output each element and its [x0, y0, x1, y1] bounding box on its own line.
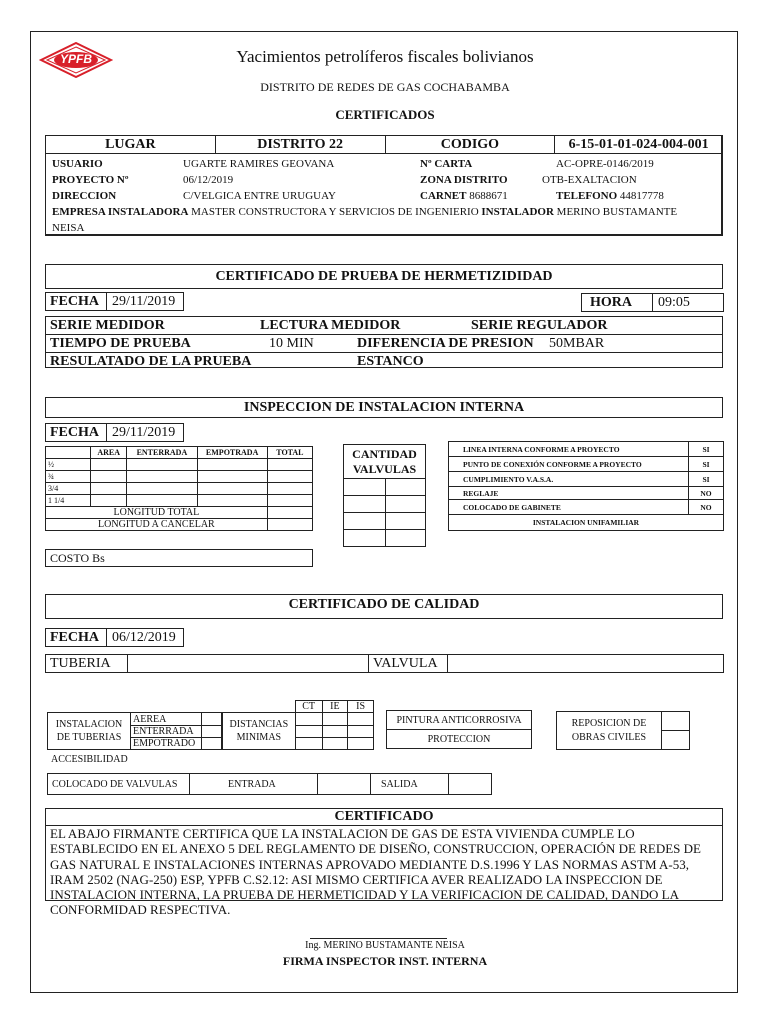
enterrada-label: ENTERRADA: [131, 726, 202, 738]
herm-fecha-label: FECHA: [50, 294, 99, 309]
info-header-table: [45, 135, 723, 154]
check-label: CUMPLIMIENTO V.A.S.A.: [449, 472, 689, 487]
insp-fecha-value: 29/11/2019: [112, 425, 176, 440]
check-label: PUNTO DE CONEXIÓN CONFORME A PROYECTO: [449, 457, 689, 472]
proyecto-label: PROYECTO Nº: [52, 174, 129, 186]
salida-label: SALIDA: [371, 774, 449, 795]
telefono-label: TELEFONO: [556, 190, 618, 202]
serie-medidor: SERIE MEDIDOR: [50, 318, 165, 333]
pipe-table: [45, 446, 313, 531]
diferencia-label: DIFERENCIA DE PRESION: [357, 336, 534, 351]
tiempo-label: TIEMPO DE PRUEBA: [50, 336, 191, 351]
pipe-header: ENTERRADA: [127, 447, 197, 459]
colocado-valvulas-table: [47, 773, 492, 795]
pipe-header: EMPOTRADA: [197, 447, 267, 459]
carta-value: AC-OPRE-0146/2019: [556, 158, 654, 170]
herm-fecha-value: 29/11/2019: [112, 294, 176, 309]
direccion-value: C/VELGICA ENTRE URUGUAY: [183, 190, 336, 202]
diferencia-value: 50MBAR: [549, 336, 605, 351]
inspeccion-title: INSPECCION DE INSTALACION INTERNA: [45, 397, 723, 418]
ct-label: CT: [295, 701, 322, 713]
instalacion-table: [47, 712, 222, 750]
valvulas-label: VALVULAS: [352, 461, 417, 476]
proyecto-value: 06/12/2019: [183, 174, 234, 186]
accesibilidad-label: ACCESIBILIDAD: [51, 754, 128, 765]
certificado-title: CERTIFICADO: [46, 809, 722, 826]
telefono-value: 44817778: [619, 190, 664, 202]
check-value: SI: [689, 457, 724, 472]
cal-fecha-box: [45, 628, 184, 647]
empresa-label: EMPRESA INSTALADORA: [52, 206, 189, 218]
tuberia-valvula-row: [45, 654, 724, 673]
lectura-medidor: LECTURA MEDIDOR: [260, 318, 401, 333]
ie-label: IE: [322, 701, 348, 713]
empresa-value: MASTER CONSTRUCTORA Y SERVICIOS DE INGENIERIO: [191, 206, 479, 218]
reposicion-table: [556, 711, 690, 750]
certificate-page: [30, 31, 738, 993]
entrada-label: ENTRADA: [190, 774, 318, 795]
serie-regulador: SERIE REGULADOR: [471, 318, 608, 333]
pipe-header: TOTAL: [267, 447, 312, 459]
info-box: [45, 135, 723, 236]
district-name: DISTRITO DE REDES DE GAS COCHABAMBA: [260, 80, 510, 94]
check-value: NO: [689, 500, 724, 515]
cal-fecha-label: FECHA: [50, 630, 99, 645]
codigo-label: CODIGO: [385, 136, 555, 154]
pipe-header: AREA: [91, 447, 127, 459]
instalacion-tuberias-label: INSTALACION DE TUBERIAS: [48, 713, 131, 750]
valvula-label: VALVULA: [369, 655, 448, 673]
pipe-size: 1 1/4: [46, 495, 91, 507]
instalador-value: MERINO BUSTAMANTE: [556, 206, 678, 218]
herm-hora-value: 09:05: [658, 295, 690, 310]
direccion-label: DIRECCION: [52, 190, 117, 202]
signature-line: [310, 938, 447, 939]
signer-name: Ing. MERINO BUSTAMANTE NEISA: [305, 940, 465, 951]
pipe-size: 3/4: [46, 483, 91, 495]
zona-label: ZONA DISTRITO: [420, 174, 508, 186]
colocado-valvulas-label: COLOCADO DE VALVULAS: [48, 774, 190, 795]
usuario-label: USUARIO: [52, 158, 103, 170]
checks-table: [448, 441, 724, 531]
lugar-label: LUGAR: [46, 136, 216, 154]
carta-label: Nº CARTA: [420, 158, 473, 170]
carnet-label: CARNET: [420, 190, 467, 202]
proteccion-label: PROTECCION: [387, 730, 532, 749]
pipe-size: ½: [46, 459, 91, 471]
tiempo-value: 10 MIN: [269, 336, 314, 351]
tuberia-label: TUBERIA: [46, 655, 128, 673]
costo-box: [45, 549, 313, 567]
hermeticidad-title: CERTIFICADO DE PRUEBA DE HERMETIZIDIDAD: [45, 264, 723, 289]
doc-title: CERTIFICADOS: [335, 107, 435, 122]
costo-label: COSTO Bs: [50, 551, 105, 565]
herm-fecha-box: [45, 292, 184, 311]
instalador-value-cont: NEISA: [52, 222, 85, 234]
pipe-size: ¾: [46, 471, 91, 483]
longitud-cancelar: LONGITUD A CANCELAR: [46, 519, 268, 531]
check-value: SI: [689, 472, 724, 487]
calidad-title: CERTIFICADO DE CALIDAD: [45, 594, 723, 619]
herm-data-box: [45, 316, 723, 368]
check-label: REGLAJE: [449, 487, 689, 500]
check-label: LINEA INTERNA CONFORME A PROYECTO: [449, 442, 689, 457]
usuario-value: UGARTE RAMIRES GEOVANA: [183, 158, 335, 170]
empotrado-label: EMPOTRADO: [131, 738, 202, 750]
is-label: IS: [348, 701, 374, 713]
pintura-table: [386, 710, 532, 749]
aerea-label: AEREA: [131, 713, 202, 726]
codigo-value: 6-15-01-01-024-004-001: [555, 136, 723, 154]
herm-hora-box: [581, 293, 724, 312]
pintura-label: PINTURA ANTICORROSIVA: [387, 711, 532, 730]
valvulas-table: [343, 444, 426, 547]
insp-fecha-label: FECHA: [50, 425, 99, 440]
cal-fecha-value: 06/12/2019: [112, 630, 176, 645]
check-label: COLOCADO DE GABINETE: [449, 500, 689, 515]
instalador-label: INSTALADOR: [481, 206, 554, 218]
herm-hora-label: HORA: [590, 295, 632, 310]
insp-fecha-box: [45, 423, 184, 442]
longitud-total: LONGITUD TOTAL: [46, 507, 268, 519]
certificado-text: EL ABAJO FIRMANTE CERTIFICA QUE LA INSTALACION DE GAS DE ESTA VIVIENDA CUMPLE LO ESTABLECIDO EN EL ANEXO 5 DEL REGLAMENTO DE DISEÑO, CONSTRUCCION, OPERACIÓN DE REDES DE GAS NATURAL E INSTALACIONES INTERNAS APROVADO MEDIANTE D.S.1996 Y LAS NORMAS ASTM A-53, IRAM 2502 (NAG-250) ESP, YPFB C.S2.12: ASI MISMO CERTIFICA AVER REALIZADO LA INSPECCION DE INSTALACION INTERNA, LA PRUEBA DE HERMETICIDAD Y LA VERIFICACION DE CALIDAD, DANDO LA CONFORMIDAD RESPECTIVA.: [50, 826, 701, 918]
unifamiliar-label: INSTALACION UNIFAMILIAR: [449, 515, 724, 531]
distancias-label: DISTANCIAS MINIMAS: [223, 713, 296, 750]
certificado-box: [45, 808, 723, 918]
zona-value: OTB-EXALTACION: [542, 174, 637, 186]
reposicion-label: REPOSICION DE OBRAS CIVILES: [557, 712, 662, 750]
resultado-label: RESULATADO DE LA PRUEBA: [50, 354, 252, 369]
check-value: SI: [689, 442, 724, 457]
resultado-value: ESTANCO: [357, 354, 424, 369]
company-name: Yacimientos petrolíferos fiscales bolivianos: [236, 47, 534, 66]
distancias-table: [222, 700, 374, 750]
logo-text: YPFB: [59, 52, 92, 66]
check-value: NO: [689, 487, 724, 500]
cantidad-label: CANTIDAD: [352, 446, 417, 461]
carnet-value: 8688671: [469, 190, 508, 202]
distrito-value: DISTRITO 22: [215, 136, 385, 154]
signer-role: FIRMA INSPECTOR INST. INTERNA: [282, 954, 488, 968]
